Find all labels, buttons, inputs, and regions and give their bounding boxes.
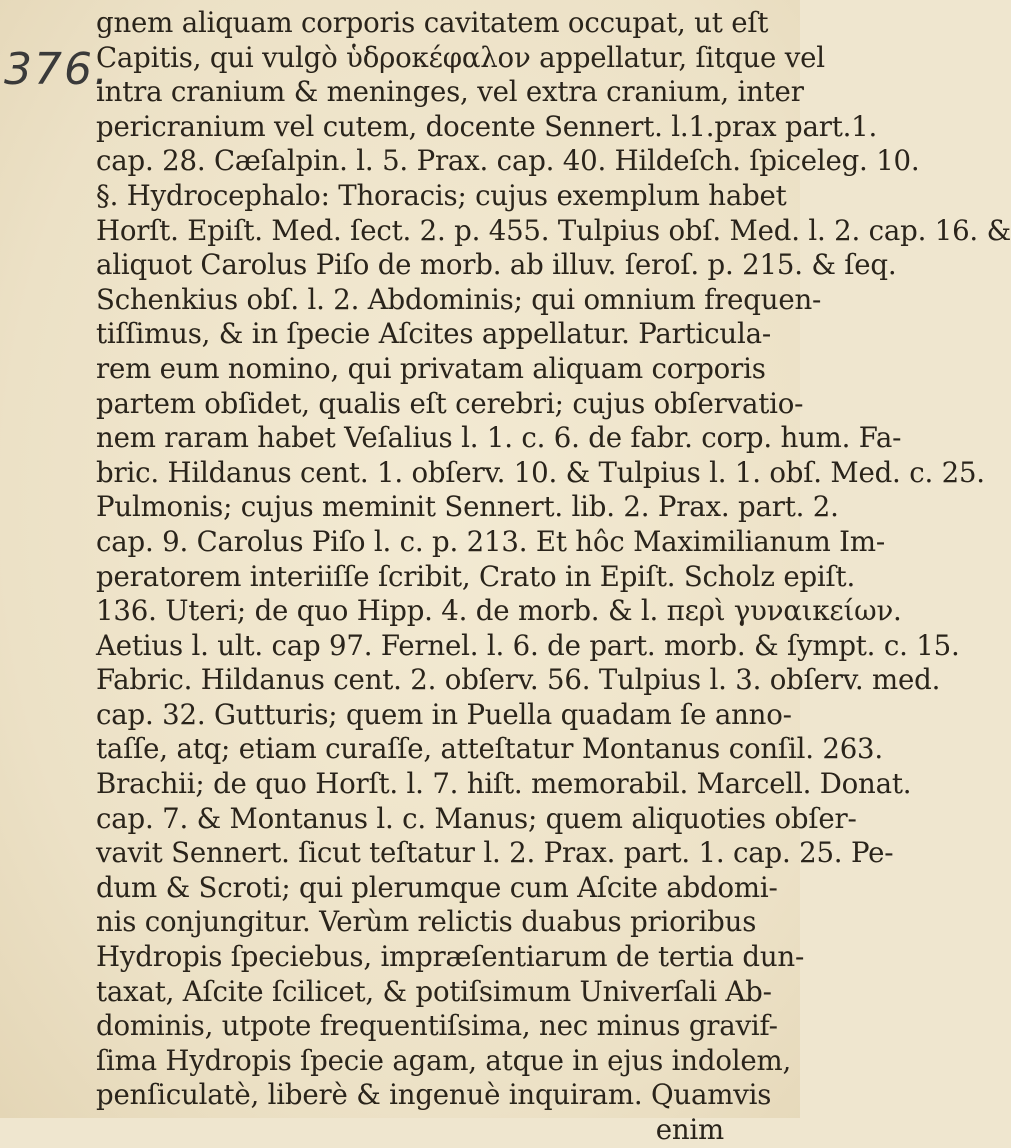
text-line: Aetius l. ult. cap 97. Fernel. l. 6. de part. morb. & ſympt. c. 15. <box>96 628 960 662</box>
text-line: dum & Scroti; qui plerumque cum Aſcite abdomi- <box>96 870 778 904</box>
text-line: taſſe, atq; etiam curaſſe, atteſtatur Montanus conſil. 263. <box>96 732 883 766</box>
text-line: cap. 7. & Montanus l. c. Manus; quem aliquoties obſer- <box>96 801 857 835</box>
text-line: Pulmonis; cujus meminit Sennert. lib. 2. Prax. part. 2. <box>96 490 839 524</box>
text-line: §. Hydrocephalo: Thoracis; cujus exemplum habet <box>96 178 787 212</box>
text-line: aliquot Carolus Piſo de morb. ab illuv. ſeroſ. p. 215. & ſeq. <box>96 248 897 282</box>
text-line: rem eum nomino, qui privatam aliquam corporis <box>96 351 766 385</box>
text-line: taxat, Aſcite ſcilicet, & potiſsimum Univerſali Ab- <box>96 974 772 1008</box>
text-line: 136. Uteri; de quo Hipp. 4. de morb. & l. περὶ γυναικείων. <box>96 594 902 628</box>
text-line: tiſſimus, & in ſpecie Aſcites appellatur. Particula- <box>96 317 771 351</box>
text-line: peratorem interiiſſe ſcribit, Crato in Epiſt. Scholz epiſt. <box>96 559 856 593</box>
text-line: Brachii; de quo Horſt. l. 7. hiſt. memorabil. Marcell. Donat. <box>96 767 912 801</box>
text-line: Hydropis ſpeciebus, impræſentiarum de tertia dun- <box>96 940 805 974</box>
text-line: intra cranium & meninges, vel extra cranium, inter <box>96 75 804 109</box>
text-line: penſiculatè, liberè & ingenuè inquiram. Quamvis <box>96 1078 772 1112</box>
text-line: bric. Hildanus cent. 1. obſerv. 10. & Tulpius l. 1. obſ. Med. c. 25. <box>96 455 985 489</box>
text-line: dominis, utpote frequentiſsima, nec minus gravif- <box>96 1009 778 1043</box>
text-line: Capitis, qui vulgò ὑδροκέφαλον appellatur, ſitque vel <box>96 40 825 74</box>
catchword: enim <box>655 1113 724 1146</box>
text-line: Horſt. Epiſt. Med. ſect. 2. p. 455. Tulpius obſ. Med. l. 2. cap. 16. & <box>96 213 1011 247</box>
text-line: Fabric. Hildanus cent. 2. obſerv. 56. Tulpius l. 3. obſerv. med. <box>96 663 941 697</box>
text-line: vavit Sennert. ſicut teſtatur l. 2. Prax. part. 1. cap. 25. Pe- <box>96 836 894 870</box>
text-line: ſima Hydropis ſpecie agam, atque in ejus indolem, <box>96 1043 792 1077</box>
text-line: cap. 9. Carolus Piſo l. c. p. 213. Et hôc Maximilianum Im- <box>96 524 885 558</box>
text-line: Schenkius obſ. l. 2. Abdominis; qui omnium frequen- <box>96 282 822 316</box>
text-line: gnem aliquam corporis cavitatem occupat, ut eſt <box>96 6 769 39</box>
margin-page-note: 376. <box>4 44 110 95</box>
text-line: cap. 32. Gutturis; quem in Puella quadam ſe anno- <box>96 697 792 731</box>
text-line: cap. 28. Cæſalpin. l. 5. Prax. cap. 40. Hildeſch. ſpiceleg. 10. <box>96 144 920 178</box>
text-line: nem raram habet Veſalius l. 1. c. 6. de fabr. corp. hum. Fa- <box>96 421 902 455</box>
text-line: nis conjungitur. Verùm relictis duabus prioribus <box>96 905 757 939</box>
text-line: pericranium vel cutem, docente Sennert. l.1.prax part.1. <box>96 109 878 143</box>
text-line: partem obſidet, qualis eſt cerebri; cujus obſervatio- <box>96 386 804 420</box>
body-text <box>96 6 1011 1148</box>
